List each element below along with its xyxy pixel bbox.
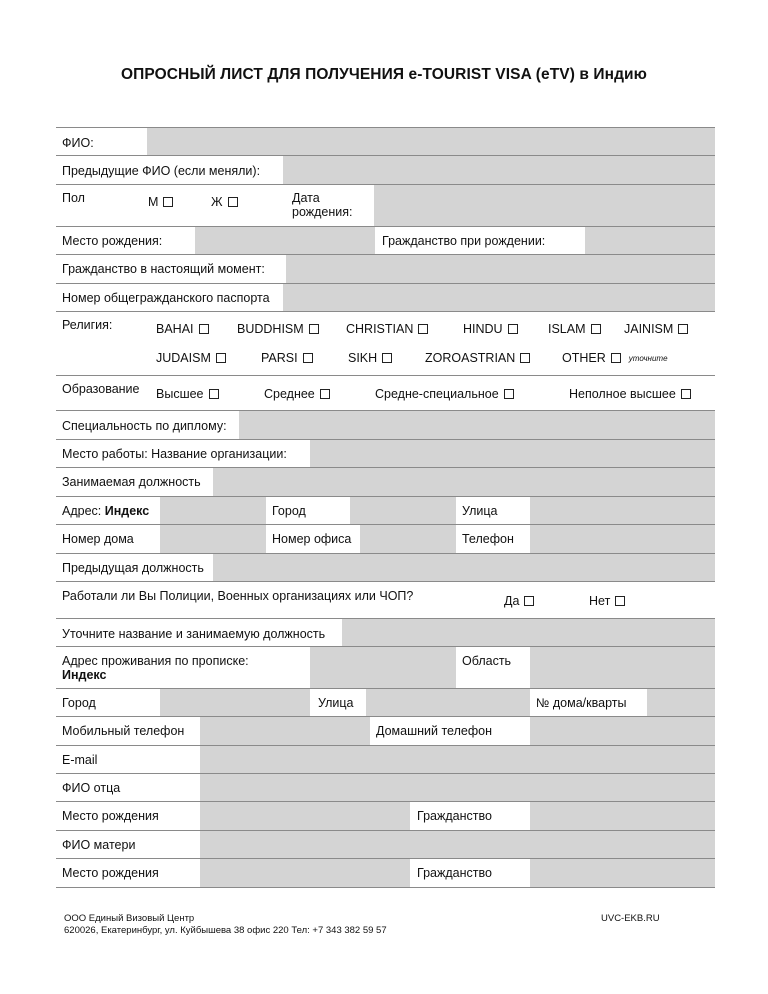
religion-zoroastrian[interactable]: ZOROASTRIAN [425, 351, 530, 365]
religion-islam[interactable]: ISLAM [548, 322, 601, 336]
other-hint: уточните [628, 353, 668, 363]
office-label: Номер офиса [272, 532, 352, 546]
phone-field[interactable] [530, 525, 715, 554]
religion-judaism[interactable]: JUDAISM [156, 351, 226, 365]
office-field[interactable] [360, 525, 456, 554]
street-field[interactable] [530, 497, 715, 525]
religion-hindu[interactable]: HINDU [463, 322, 518, 336]
current-citizenship-label: Гражданство в настоящий момент: [62, 262, 265, 276]
religion-other[interactable]: OTHER уточните [562, 351, 668, 365]
birth-date-label-1: Дата [292, 191, 320, 205]
birth-place-field[interactable] [195, 227, 375, 255]
jainism-checkbox[interactable] [678, 324, 688, 334]
row-city-street [56, 688, 715, 717]
address-label: Адрес: Индекс [62, 504, 150, 518]
religion-bahai[interactable]: BAHAI [156, 322, 209, 336]
religion-parsi[interactable]: PARSI [261, 351, 313, 365]
sikh-checkbox[interactable] [382, 353, 392, 363]
row-religion [56, 311, 715, 376]
prev-fio-label: Предыдущие ФИО (если меняли): [62, 164, 261, 178]
region-label: Область [462, 654, 512, 668]
row-house [56, 524, 715, 554]
workplace-label: Место работы: Название организации: [62, 447, 287, 461]
incomplete-checkbox[interactable] [681, 389, 691, 399]
hindu-checkbox[interactable] [508, 324, 518, 334]
islam-checkbox[interactable] [591, 324, 601, 334]
row-current-citizenship [56, 254, 715, 284]
row-education [56, 375, 715, 411]
email-field[interactable] [200, 746, 715, 774]
city-label: Город [272, 504, 306, 518]
father-label: ФИО отца [62, 781, 121, 795]
birth-citizenship-label: Гражданство при рождении: [382, 234, 546, 248]
region-field[interactable] [530, 647, 715, 689]
prev-fio-field[interactable] [283, 156, 715, 185]
row-passport [56, 283, 715, 312]
current-citizenship-field[interactable] [286, 255, 715, 284]
no-checkbox[interactable] [615, 596, 625, 606]
row-father [56, 773, 715, 802]
row-position [56, 467, 715, 497]
birth-date-field[interactable] [374, 185, 715, 227]
specify-position-field[interactable] [342, 619, 715, 647]
education-secondary[interactable]: Среднее [264, 387, 330, 401]
religion-sikh[interactable]: SIKH [348, 351, 392, 365]
passport-label: Номер общегражданского паспорта [62, 291, 270, 305]
birth-citizenship-field[interactable] [585, 227, 715, 255]
education-incomplete[interactable]: Неполное высшее [569, 387, 691, 401]
city2-label: Город [62, 696, 96, 710]
specialty-field[interactable] [239, 411, 715, 440]
row-mother-birth [56, 858, 715, 888]
birth-date-label-2: рождения: [292, 205, 353, 219]
specify-position-label: Уточните название и занимаемую должность [62, 627, 326, 641]
secondary-checkbox[interactable] [320, 389, 330, 399]
workplace-field[interactable] [310, 440, 715, 468]
mother-birth-label: Место рождения [62, 866, 159, 880]
row-birth-place [56, 226, 715, 255]
reg-index-field[interactable] [310, 647, 456, 689]
row-specify-position [56, 618, 715, 647]
footer-address: 620026, Екатеринбург, ул. Куйбышева 38 офис 220 Тел: +7 343 382 59 57 [64, 925, 387, 936]
zoroastrian-checkbox[interactable] [520, 353, 530, 363]
street-label: Улица [462, 504, 498, 518]
page-title: ОПРОСНЫЙ ЛИСТ ДЛЯ ПОЛУЧЕНИЯ e-TOURIST VISA (eTV) в Индию [120, 66, 648, 83]
row-mother [56, 830, 715, 859]
address-index-field[interactable] [160, 497, 266, 525]
house-label: Номер дома [62, 532, 134, 546]
street2-field[interactable] [366, 689, 530, 717]
gender-female[interactable]: Ж [211, 195, 238, 209]
row-phones [56, 716, 715, 746]
gender-label: Пол [62, 191, 85, 205]
city2-field[interactable] [160, 689, 310, 717]
row-police [56, 581, 715, 619]
vocational-checkbox[interactable] [504, 389, 514, 399]
row-prev-fio [56, 155, 715, 185]
christian-checkbox[interactable] [418, 324, 428, 334]
mother-birth-field[interactable] [200, 859, 410, 887]
row-specialty [56, 410, 715, 440]
row-email [56, 745, 715, 774]
religion-jainism[interactable]: JAINISM [624, 322, 688, 336]
row-fio [56, 127, 715, 156]
birth-place-label: Место рождения: [62, 234, 163, 248]
footer-site[interactable]: UVC-EKB.RU [601, 913, 660, 924]
prev-position-field[interactable] [213, 554, 715, 582]
row-reg-address [56, 646, 715, 689]
female-checkbox[interactable] [228, 197, 238, 207]
city-field[interactable] [350, 497, 456, 525]
other-checkbox[interactable] [611, 353, 621, 363]
father-citizenship-label: Гражданство [417, 809, 492, 823]
father-field[interactable] [200, 774, 715, 802]
mobile-field[interactable] [200, 717, 370, 746]
police-question-label: Работали ли Вы Полиции, Военных организациях или ЧОП? [62, 589, 414, 603]
row-prev-position [56, 553, 715, 582]
reg-index-label: Индекс [62, 668, 107, 682]
prev-position-label: Предыдущая должность [62, 561, 204, 575]
male-checkbox[interactable] [163, 197, 173, 207]
house-apt-field[interactable] [647, 689, 715, 717]
father-birth-field[interactable] [200, 802, 410, 831]
police-yes[interactable]: Да [504, 594, 534, 608]
row-workplace [56, 439, 715, 468]
home-phone-label: Домашний телефон [376, 724, 492, 738]
position-field[interactable] [213, 468, 715, 497]
parsi-checkbox[interactable] [303, 353, 313, 363]
gender-male[interactable]: М [148, 195, 173, 209]
row-gender [56, 184, 715, 227]
house-field[interactable] [160, 525, 266, 554]
buddhism-checkbox[interactable] [309, 324, 319, 334]
specialty-label: Специальность по диплому: [62, 419, 227, 433]
mother-citizenship-label: Гражданство [417, 866, 492, 880]
row-father-birth [56, 801, 715, 831]
fio-label: ФИО: [62, 136, 94, 150]
home-phone-field[interactable] [530, 717, 715, 746]
mother-label: ФИО матери [62, 838, 136, 852]
footer-company: ООО Единый Визовый Центр [64, 913, 195, 924]
street2-label: Улица [318, 696, 354, 710]
phone-label: Телефон [462, 532, 514, 546]
row-address [56, 496, 715, 525]
religion-buddhism[interactable]: BUDDHISM [237, 322, 319, 336]
mobile-label: Мобильный телефон [62, 724, 185, 738]
religion-label: Религия: [62, 318, 113, 332]
email-label: E-mail [62, 753, 98, 767]
education-label: Образование [62, 382, 140, 396]
higher-checkbox[interactable] [209, 389, 219, 399]
father-birth-label: Место рождения [62, 809, 159, 823]
reg-address-label: Адрес проживания по прописке: [62, 654, 249, 668]
education-vocational[interactable]: Средне-специальное [375, 387, 514, 401]
religion-christian[interactable]: CHRISTIAN [346, 322, 428, 336]
passport-field[interactable] [283, 284, 715, 312]
mother-field[interactable] [200, 831, 715, 859]
police-no[interactable]: Нет [589, 594, 625, 608]
position-label: Занимаемая должность [62, 475, 201, 489]
yes-checkbox[interactable] [524, 596, 534, 606]
mother-citizenship-field[interactable] [530, 859, 715, 887]
bahai-checkbox[interactable] [199, 324, 209, 334]
judaism-checkbox[interactable] [216, 353, 226, 363]
father-citizenship-field[interactable] [530, 802, 715, 831]
education-higher[interactable]: Высшее [156, 387, 219, 401]
fio-field[interactable] [147, 128, 715, 156]
house-apt-label: № дома/кварты [536, 696, 627, 710]
